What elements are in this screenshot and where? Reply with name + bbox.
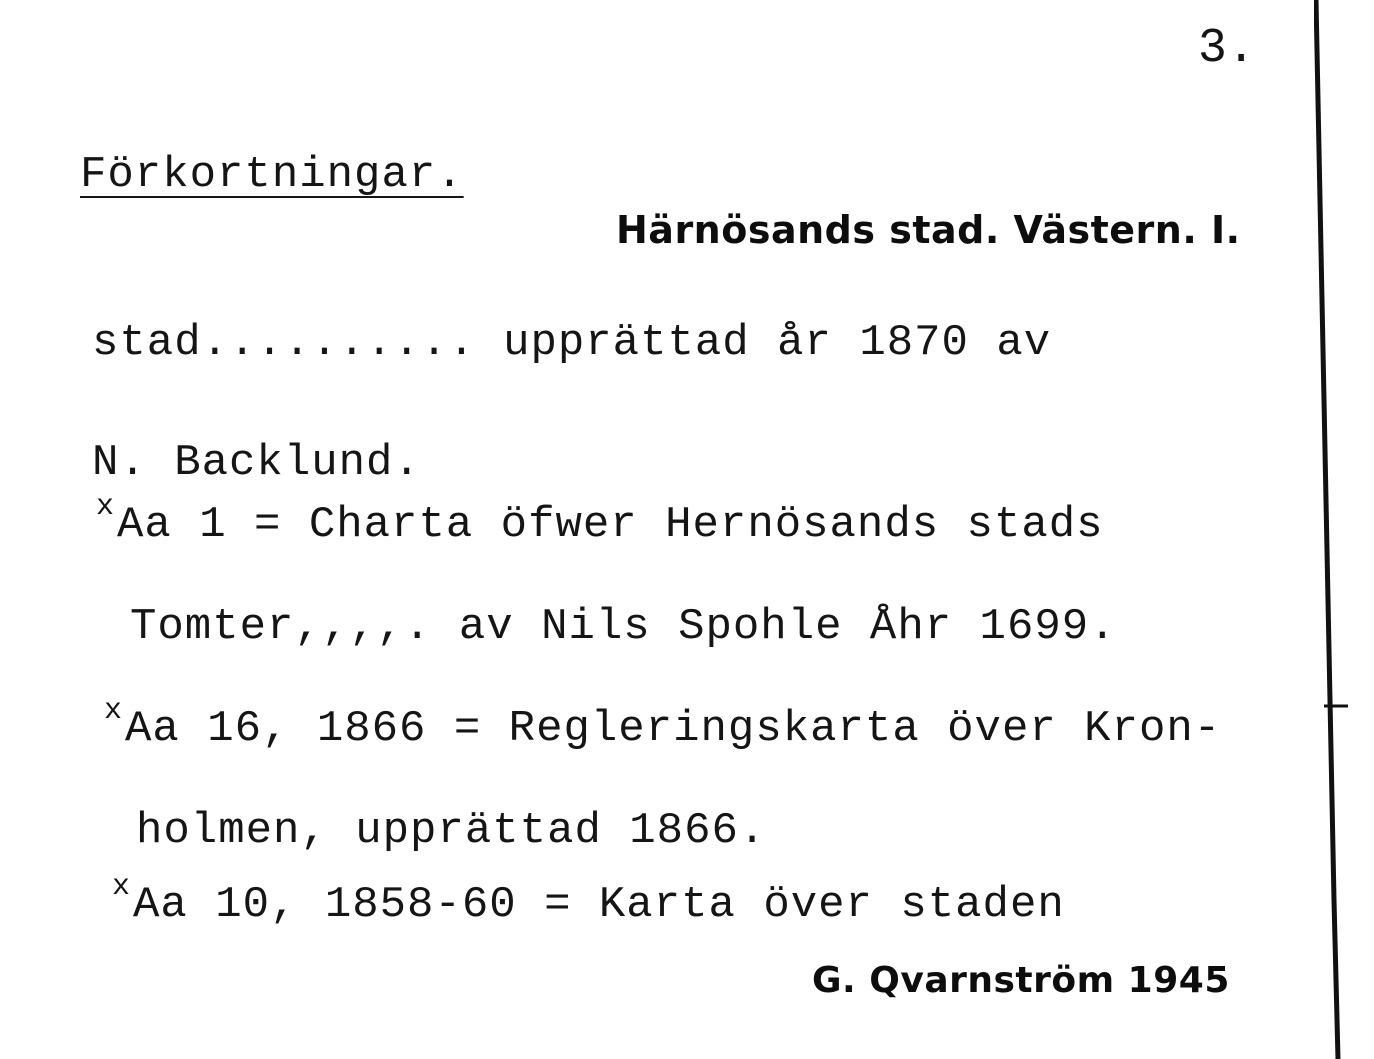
entry-text: N. Backlund. (92, 438, 421, 488)
entry-text: Tomter,,,,. av Nils Spohle Åhr 1699. (130, 602, 1117, 652)
entry-line-3 (96, 490, 1104, 550)
entry-line-1 (92, 318, 1051, 368)
entry-text: Aa 10, 1858-60 = Karta över staden (133, 880, 1065, 930)
place-label: Härnösands stad. Västern. I. (616, 208, 1241, 252)
page-number: 3. (1198, 22, 1256, 76)
entry-marker: x (112, 870, 132, 904)
entry-line-4 (130, 602, 1117, 652)
entry-text: Aa 16, 1866 = Regleringskarta över Kron- (125, 704, 1222, 754)
entry-line-2 (92, 438, 421, 488)
entry-line-5 (104, 694, 1222, 754)
entry-text: stad.......... upprättad år 1870 av (92, 318, 1052, 368)
entry-marker: x (96, 490, 116, 524)
entry-text: Aa 1 = Charta öfwer Hernösands stads (117, 500, 1104, 550)
entry-text: holmen, upprättad 1866. (136, 806, 767, 856)
signature: G. Qvarnström 1945 (812, 960, 1230, 1001)
entry-line-6 (136, 806, 766, 856)
heading: Förkortningar. (80, 150, 464, 200)
entry-line-7 (112, 870, 1065, 930)
right-margin-rule (1316, 0, 1322, 1059)
entry-marker: x (104, 694, 124, 728)
